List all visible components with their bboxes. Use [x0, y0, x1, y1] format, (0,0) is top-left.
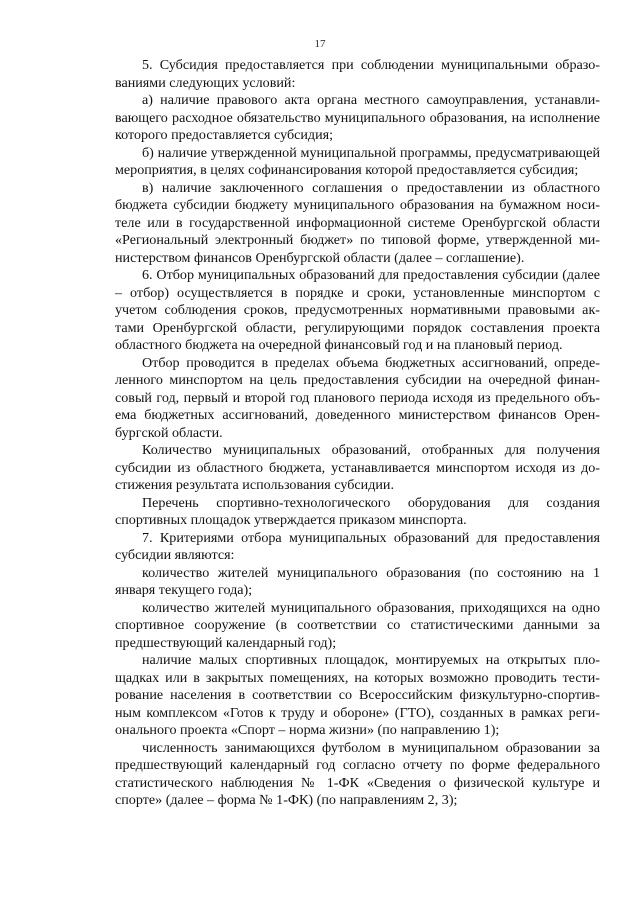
paragraph-condition-c: в) наличие заключенного соглашения о предоставлении из областного бюджета субсидии бюджету муниципального образования на бумажном носителе или в государственной информационной системе Оренбургской области «Региональный электронный бюджет» по типовой форме, утвержденной министерством финансов Оренбургской области (далее – соглашение).: [115, 179, 600, 266]
paragraph-criterion-population: количество жителей муниципального образования (по состоянию на 1 января текущего года);: [115, 564, 600, 598]
paragraph-condition-b: б) наличие утвержденной муниципальной программы, предусматривающей мероприятия, в целях софинансирования которой предоставляется субсидия;: [115, 144, 600, 178]
paragraph-criterion-residents-per-facility: количество жителей муниципального образования, приходящихся на одно спортивное сооружение (в соответствии со статистическими данными за предшествующий календарный год);: [115, 599, 600, 651]
paragraph-selection-count: Количество муниципальных образований, отобранных для получения субсидии из областного бюджета, устанавливается минспортом исходя из достижения результата использования субсидии.: [115, 442, 600, 493]
paragraph-equipment-list: Перечень спортивно-технологического оборудования для создания спортивных площадок утверждается приказом минспорта.: [115, 494, 600, 528]
paragraph-criterion-football: численность занимающихся футболом в муниципальном образовании за предшествующий календарный год согласно отчету по форме федерального статистического наблюдения № 1-ФК «Сведения о физической культуре и спорте» (далее – форма № 1-ФК) (по направлениям 2, 3);: [115, 739, 600, 808]
paragraph-selection-limits: Отбор проводится в пределах объема бюджетных ассигнований, определенного минспортом на цель предоставления субсидии на очередной финансовый год, первый и второй год планового периода исходя из предельного объема бюджетных ассигнований, доведенного министерством финансов Оренбургской области.: [115, 354, 600, 441]
page-number: 17: [314, 38, 326, 50]
paragraph-condition-a: а) наличие правового акта органа местного самоуправления, устанавливающего расходное обязательство муниципального образования, на исполнение которого предоставляется субсидия;: [115, 92, 600, 143]
paragraph-criterion-small-grounds: наличие малых спортивных площадок, монтируемых на открытых площадках или в закрытых помещениях, на которых возможно проводить тестирование населения в соответствии со Всероссийским физкультурно-спортивным комплексом «Готов к труду и обороне» (ГТО), созданных в рамках регионального проекта «Спорт – норма жизни» (по направлению 1);: [115, 652, 600, 738]
paragraph-condition-intro: 5. Субсидия предоставляется при соблюдении муниципальными образованиями следующих условий:: [115, 57, 600, 91]
paragraph-selection-procedure: 6. Отбор муниципальных образований для предоставления субсидии (далее – отбор) осуществляется в порядке и сроки, установленные минспортом с учетом соблюдения сроков, предусмотренных нормативными правовыми актами Оренбургской области, регулирующими порядок составления проекта областного бюджета на очередной финансовый год и на плановый период.: [115, 267, 600, 353]
document-body: [115, 57, 600, 810]
paragraph-criteria-intro: 7. Критериями отбора муниципальных образований для предоставления субсидии являются:: [115, 529, 600, 563]
